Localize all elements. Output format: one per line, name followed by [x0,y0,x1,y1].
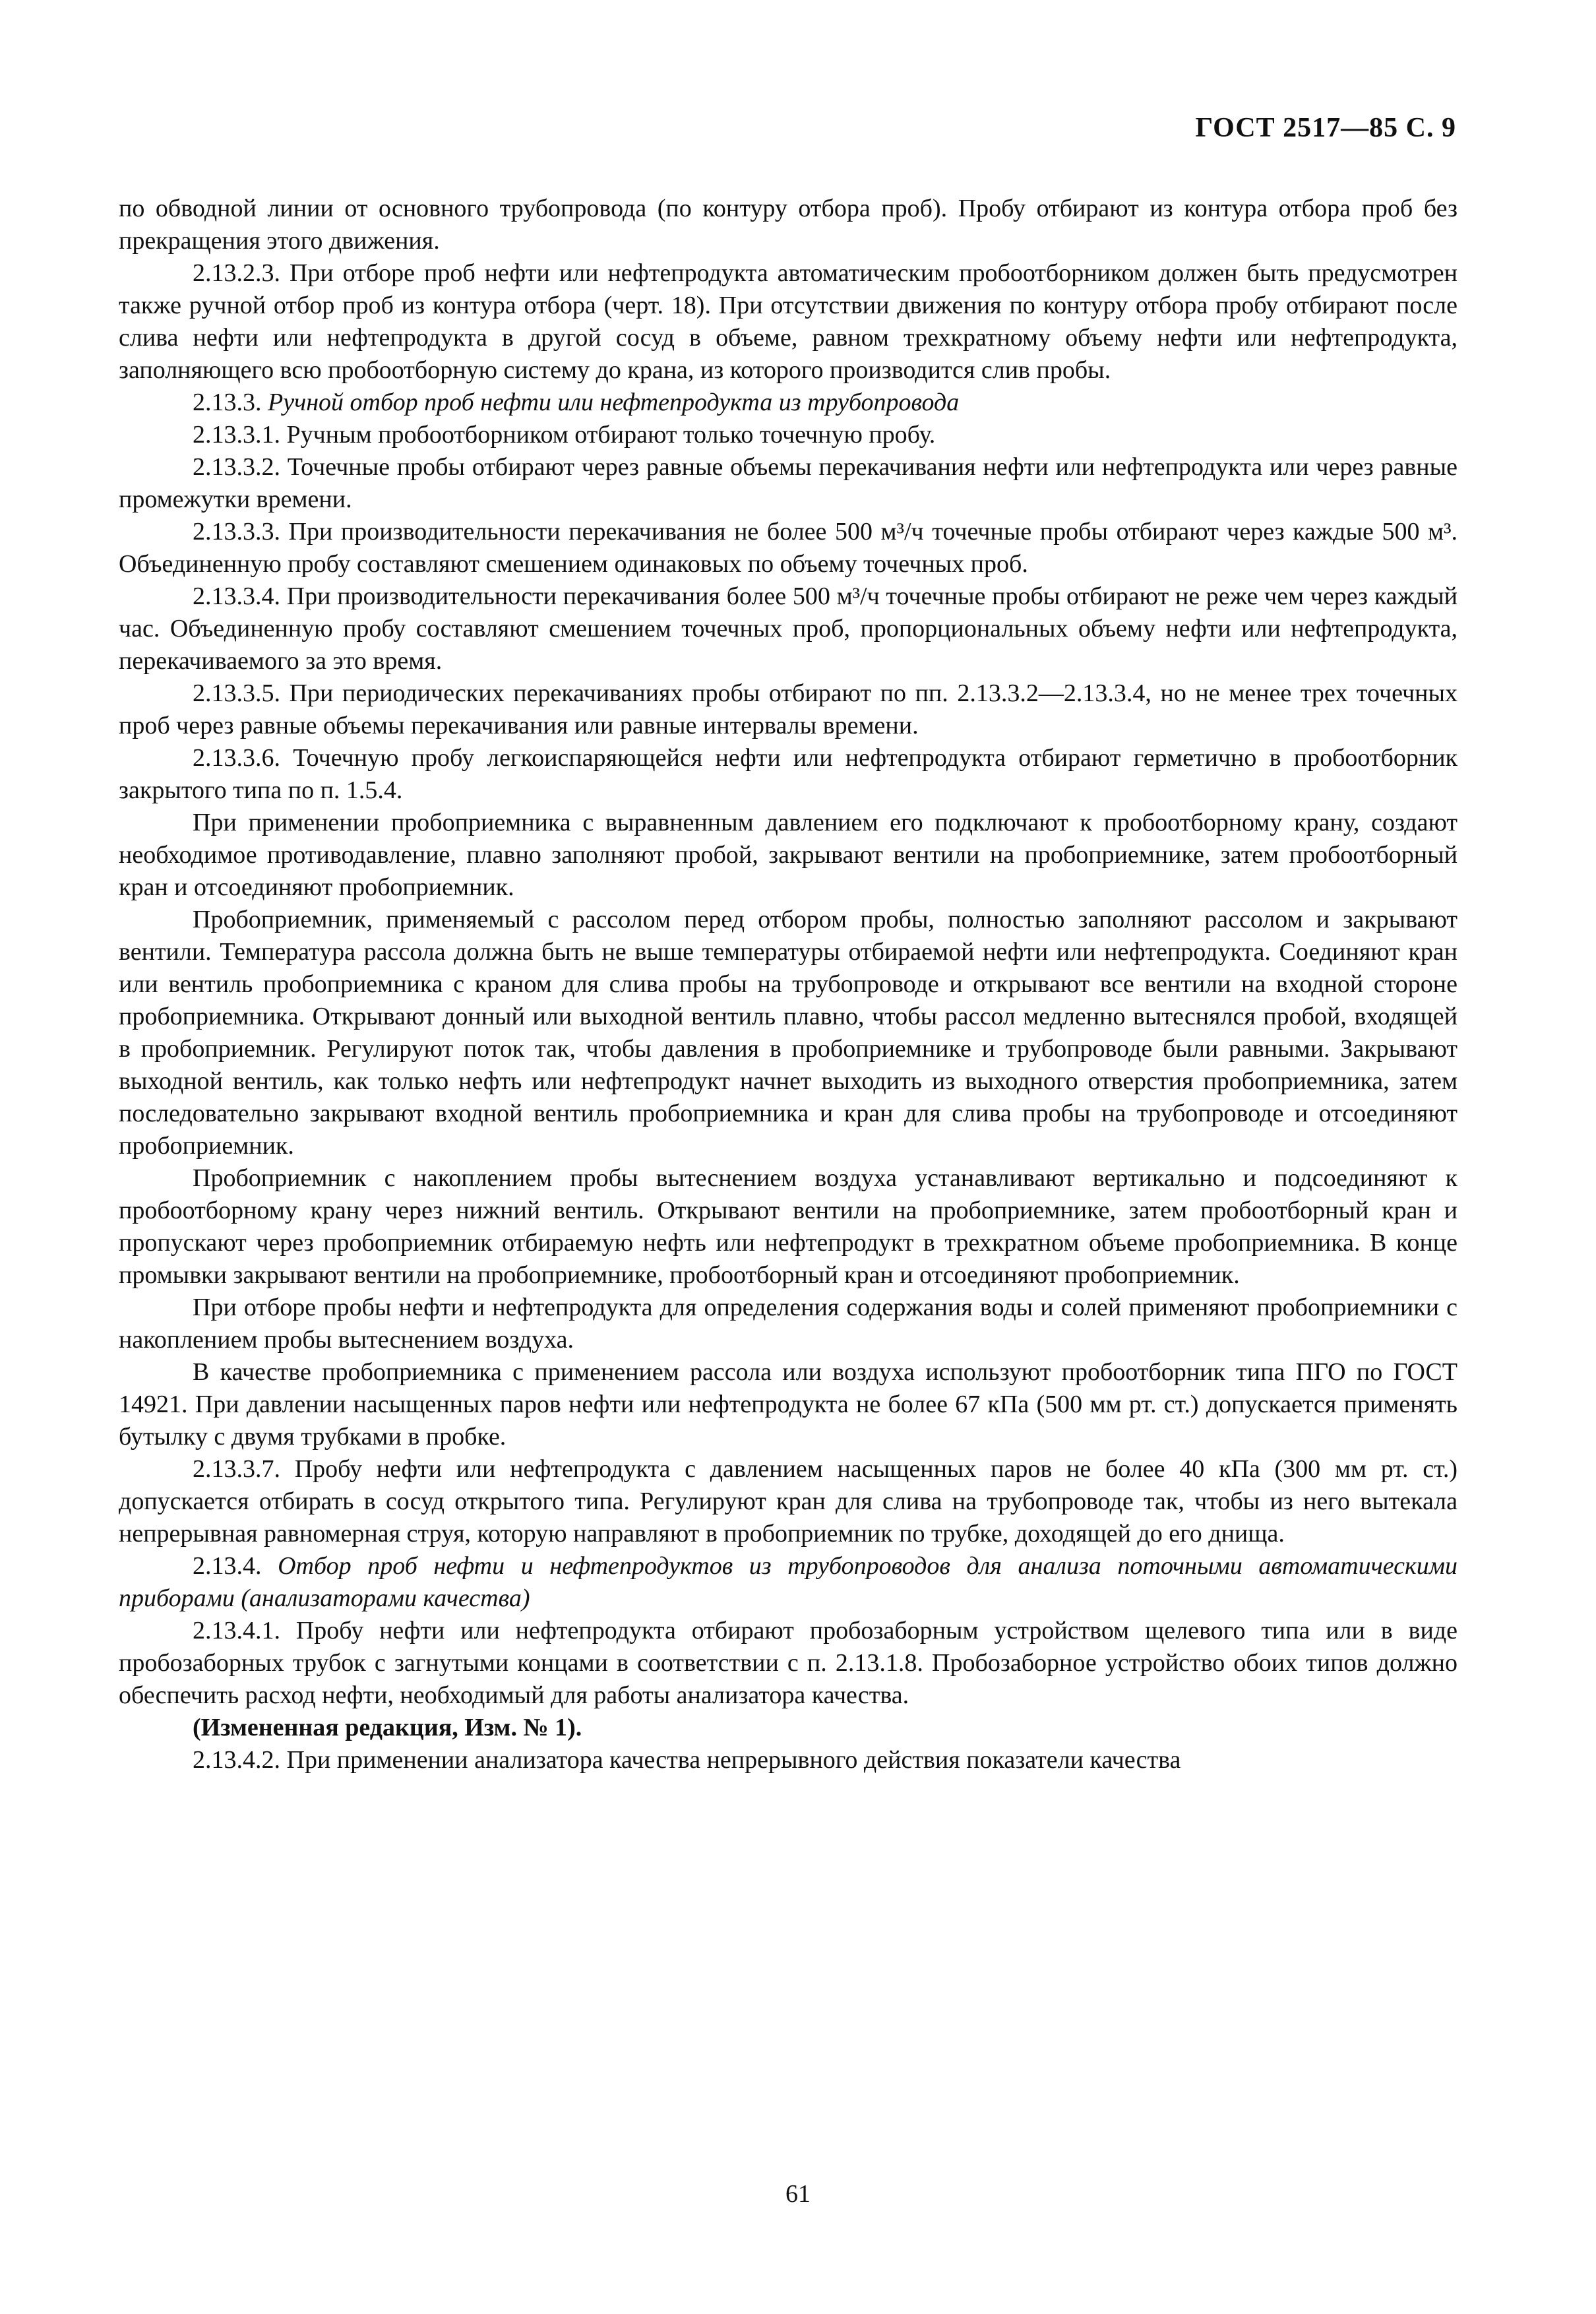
page-number: 61 [785,2180,811,2208]
paragraph-2-13-3-3: 2.13.3.3. При производительности перекачивания не более 500 м³/ч точечные пробы отбирают через каждые 500 м³. Объединенную пробу составляют смешением одинаковых по объему точечных проб. [119,518,1458,578]
section-heading-2-13-4 [119,1550,1458,1615]
paragraph-pgo-sampler: В качестве пробоприемника с применением рассола или воздуха используют пробоотборник типа ПГО по ГОСТ 14921. При давлении насыщенных паров нефти или нефтепродукта не более 67 кПа (500 мм рт. ст.) допускается применять бутылку с двумя трубками в пробке. [119,1358,1458,1451]
paragraph-2-13-3-4: 2.13.3.4. При производительности перекачивания более 500 м³/ч точечные пробы отбирают не реже чем через каждый час. Объединенную пробу составляют смешением точечных проб, пропорциональных объему нефти или нефтепродукта, перекачиваемого за это время. [119,582,1458,675]
section-title: Отбор проб нефти и нефтепродуктов из трубопроводов для анализа поточными автоматическими приборами (анализаторами качества) [119,1552,1458,1612]
paragraph-air-displacement: Пробоприемник с накоплением пробы вытеснением воздуха устанавливают вертикально и подсоединяют к пробоотборному крану через нижний вентиль. Открывают вентили на пробоприемнике, затем пробоотборный кран и пропускают через пробоприемник отбираемую нефть или нефтепродукт в трехкратном объеме пробоприемника. В конце промывки закрывают вентили на пробоприемнике, пробоотборный кран и отсоединяют пробоприемник. [119,1164,1458,1289]
paragraph-2-13-3-6: 2.13.3.6. Точечную пробу легкоиспаряющейся нефти или нефтепродукта отбирают герметично в пробоотборник закрытого типа по п. 1.5.4. [119,744,1458,804]
paragraph-2-13-4-1: 2.13.4.1. Пробу нефти или нефтепродукта отбирают пробозаборным устройством щелевого типа или в виде пробозаборных трубок с загнутыми концами в соответствии с п. 2.13.1.8. Пробозаборное устройство обоих типов должно обеспечить расход нефти, необходимый для работы анализатора качества. [119,1617,1458,1709]
section-number: 2.13.4. [193,1552,262,1580]
amendment-note: (Измененная редакция, Изм. № 1). [193,1714,582,1741]
paragraph-brine-receiver: Пробоприемник, применяемый с рассолом перед отбором пробы, полностью заполняют рассолом и закрывают вентили. Температура рассола должна быть не выше температуры отбираемой нефти или нефтепродукта. Соединяют кран или вентиль пробоприемника с краном для слива пробы на трубопроводе и открывают все вентили на входной стороне пробоприемника. Открывают донный или выходной вентиль плавно, чтобы рассол медленно вытеснялся пробой, входящей в пробоприемник. Регулируют поток так, чтобы давления в пробоприемнике и трубопроводе были равными. Закрывают выходной вентиль, как только нефть или нефтепродукт начнет выходить из выходного отверстия пробоприемника, затем последовательно закрывают входной вентиль пробоприемника и кран для слива пробы на трубопроводе и отсоединяют пробоприемник. [119,906,1458,1160]
section-title: Ручной отбор проб нефти или нефтепродукта из трубопровода [268,389,960,416]
section-heading-2-13-3 [119,387,1458,419]
paragraph-2-13-4-2: 2.13.4.2. При применении анализатора качества непрерывного действия показатели качества [193,1746,1181,1774]
paragraph-2-13-3-5: 2.13.3.5. При периодических перекачиваниях пробы отбирают по пп. 2.13.3.2—2.13.3.4, но не менее трех точечных проб через равные объемы перекачивания или равные интервалы времени. [119,679,1458,739]
paragraph-2-13-3-2: 2.13.3.2. Точечные пробы отбирают через равные объемы перекачивания нефти или нефтепродукта или через равные промежутки времени. [119,453,1458,513]
section-number: 2.13.3. [193,389,262,416]
paragraph-2-13-3-7: 2.13.3.7. Пробу нефти или нефтепродукта с давлением насыщенных паров не более 40 кПа (300 мм рт. ст.) допускается отбирать в сосуд открытого типа. Регулируют кран для слива на трубопроводе так, чтобы из него вытекала непрерывная равномерная струя, которую направляют в пробоприемник по трубке, доходящей до его днища. [119,1455,1458,1548]
paragraph-2-13-3-1: 2.13.3.1. Ручным пробоотборником отбирают только точечную пробу. [193,421,936,449]
document-header: ГОСТ 2517—85 С. 9 [1195,113,1456,143]
document-body [119,193,1458,1776]
paragraph-2-13-2-3: 2.13.2.3. При отборе проб нефти или нефтепродукта автоматическим пробоотборником должен быть предусмотрен также ручной отбор проб из контура отбора (черт. 18). При отсутствии движения по контуру отбора пробу отбирают после слива нефти или нефтепродукта в другой сосуд в объеме, равном трехкратному объему нефти или нефтепродукта, заполняющего всю пробоотборную систему до крана, из которого производится слив пробы. [119,259,1458,384]
paragraph-continuation: по обводной линии от основного трубопровода (по контуру отбора проб). Пробу отбирают из контура отбора проб без прекращения этого движения. [119,195,1458,255]
paragraph-water-salt: При отборе пробы нефти и нефтепродукта для определения содержания воды и солей применяют пробоприемники с накоплением пробы вытеснением воздуха. [119,1294,1458,1354]
paragraph-pressure-equalized: При применении пробоприемника с выравненным давлением его подключают к пробоотборному крану, создают необходимое противодавление, плавно заполняют пробой, закрывают вентили на пробоприемнике, затем пробоотборный кран и отсоединяют пробоприемник. [119,809,1458,901]
